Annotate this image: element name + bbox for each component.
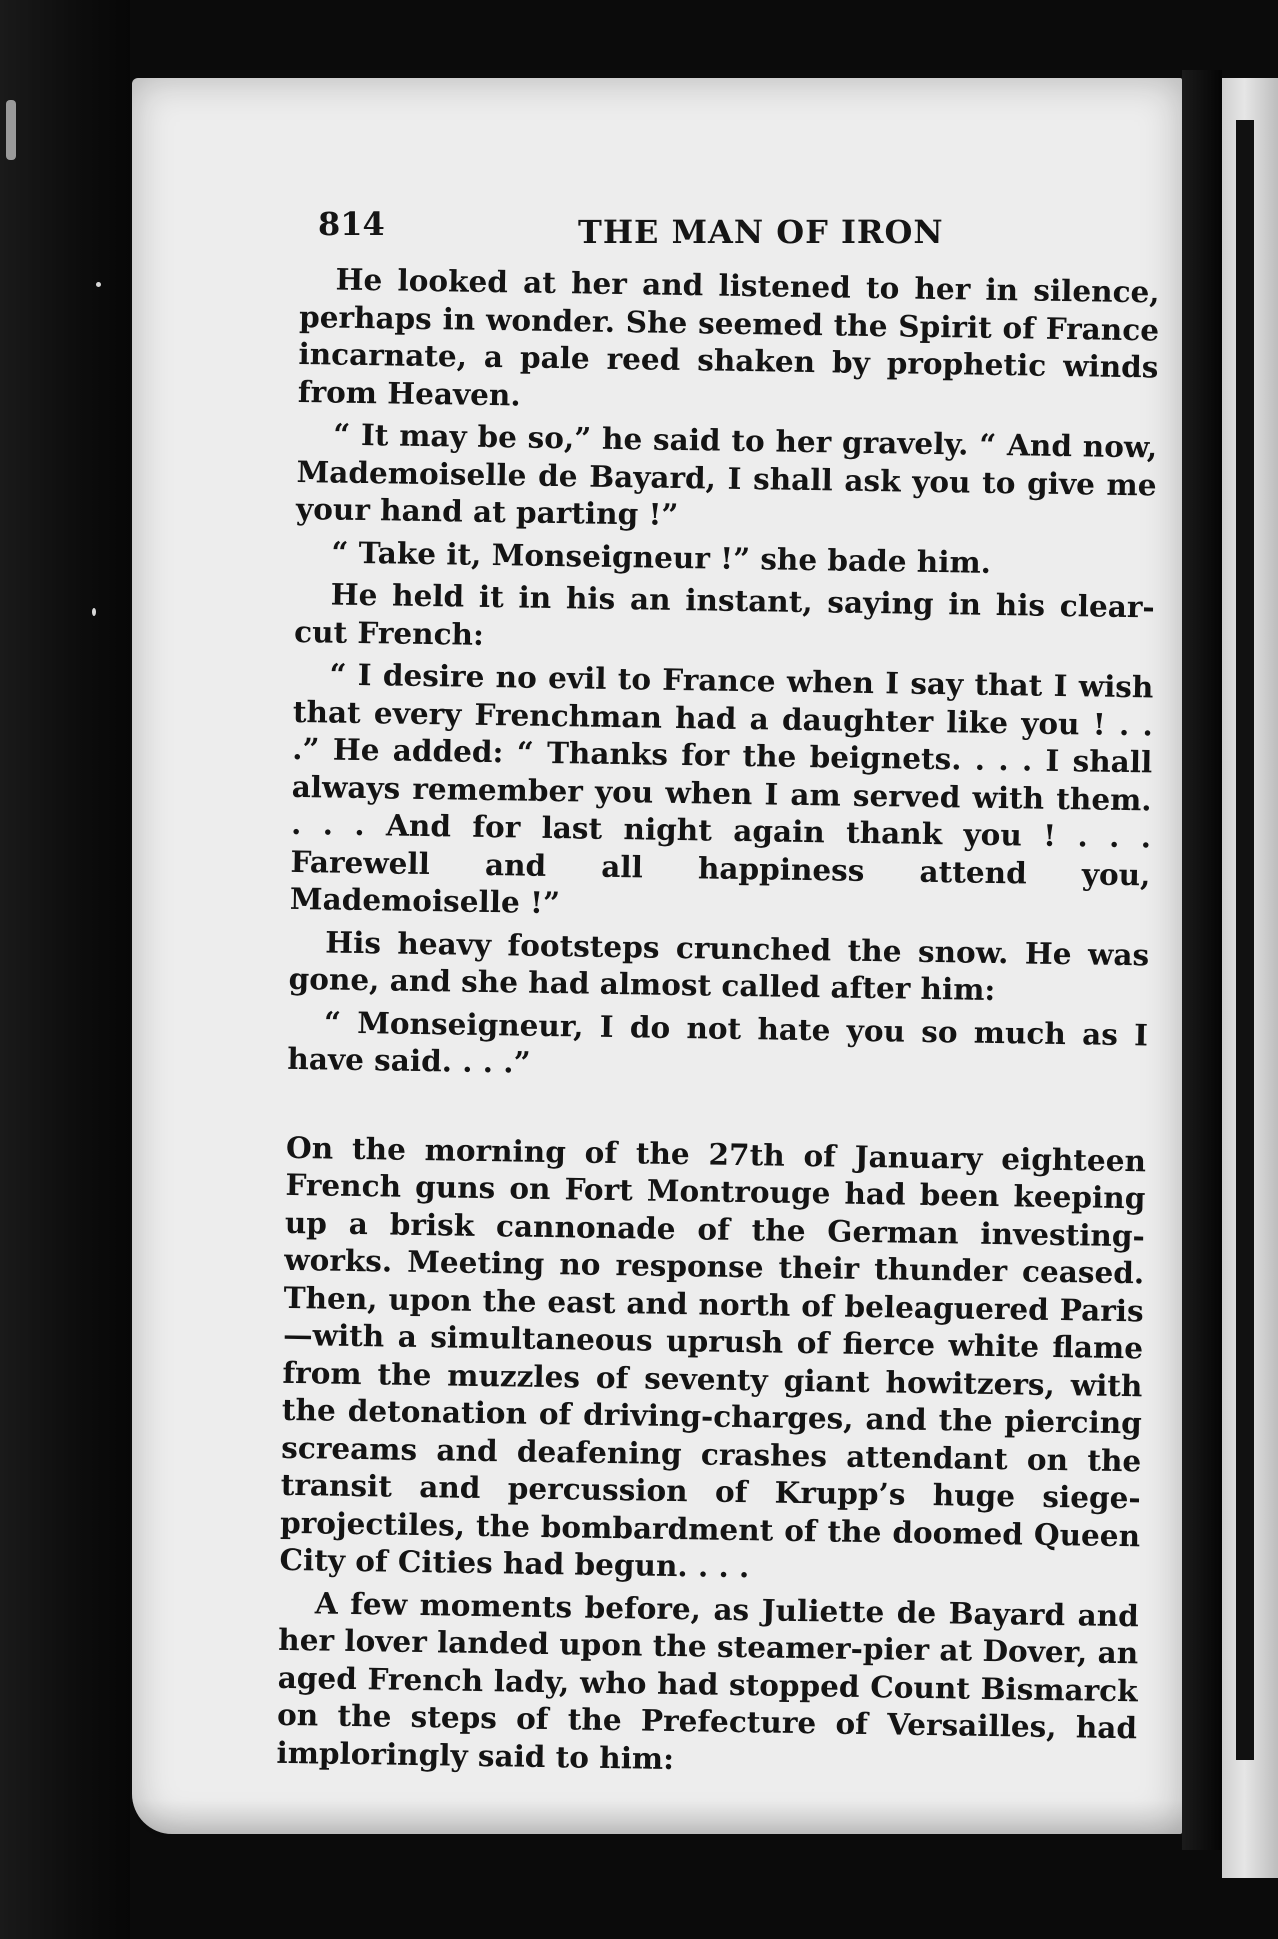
paragraph: “ Take it, Monseigneur !” she bade him.	[331, 534, 992, 580]
paragraph: A few moments before, as Juliette de Bayard and her lover landed upon the steamer-pier at Dover, an aged French lady, who had stopped Count Bismarck on the steps of the Prefecture of Versailles, had imploringly said to him:	[276, 1584, 1140, 1776]
paragraph: His heavy footsteps crunched the snow. He was gone, and she had almost called after him:	[288, 923, 1150, 1008]
paragraph: “ It may be so,” he said to her gravely. “ And now, Mademoiselle de Bayard, I shall ask you to give me your hand at parting !”	[295, 416, 1158, 532]
paragraph: He held it in his an instant, saying in his clear-cut French:	[293, 576, 1155, 652]
page-bottom-shadow	[132, 1800, 1182, 1840]
adjacent-page-gap	[1236, 120, 1254, 1760]
paragraph: “ Monseigneur, I do not hate you so much as I have said. . . .”	[287, 1003, 1149, 1080]
running-title: THE MAN OF IRON	[578, 213, 944, 251]
paragraph: “ I desire no evil to France when I say that I wish that every Frenchman had a daughter like you ! . . .” He added: “ Thanks for the beignets. . . . I shall always remember you when I am served with them. . . . And for last night again thank you ! . . . Farewell and all happiness attend you, Mademoiselle !”	[289, 656, 1154, 921]
running-head	[318, 205, 1148, 253]
page-gutter-shadow	[1182, 70, 1222, 1850]
scan-speck	[96, 282, 101, 287]
scan-speck	[92, 608, 96, 616]
body-text	[276, 260, 1160, 1789]
page-number: 814	[318, 205, 385, 243]
paragraph: He looked at her and listened to her in silence, perhaps in wonder. She seemed the Spirit of France incarnate, a pale reed shaken by prophetic winds from Heaven.	[297, 261, 1160, 412]
paragraph: On the morning of the 27th of January eighteen French guns on Fort Montrouge had been keeping up a brisk cannonade of the German investing-works. Meeting no response their thunder ceased. Then, upon the east and north of beleaguered Paris—with a simultaneous uprush of fierce white flame from the muzzles of seventy giant howitzers, with the detonation of driving-charges, and the piercing screams and deafening crashes attendant on the transit and percussion of Krupp’s huge siege-projectiles, the bombardment of the doomed Queen City of Cities had begun. . . .	[279, 1129, 1147, 1585]
scan-speck	[6, 100, 16, 160]
scan-left-margin	[0, 0, 130, 1939]
